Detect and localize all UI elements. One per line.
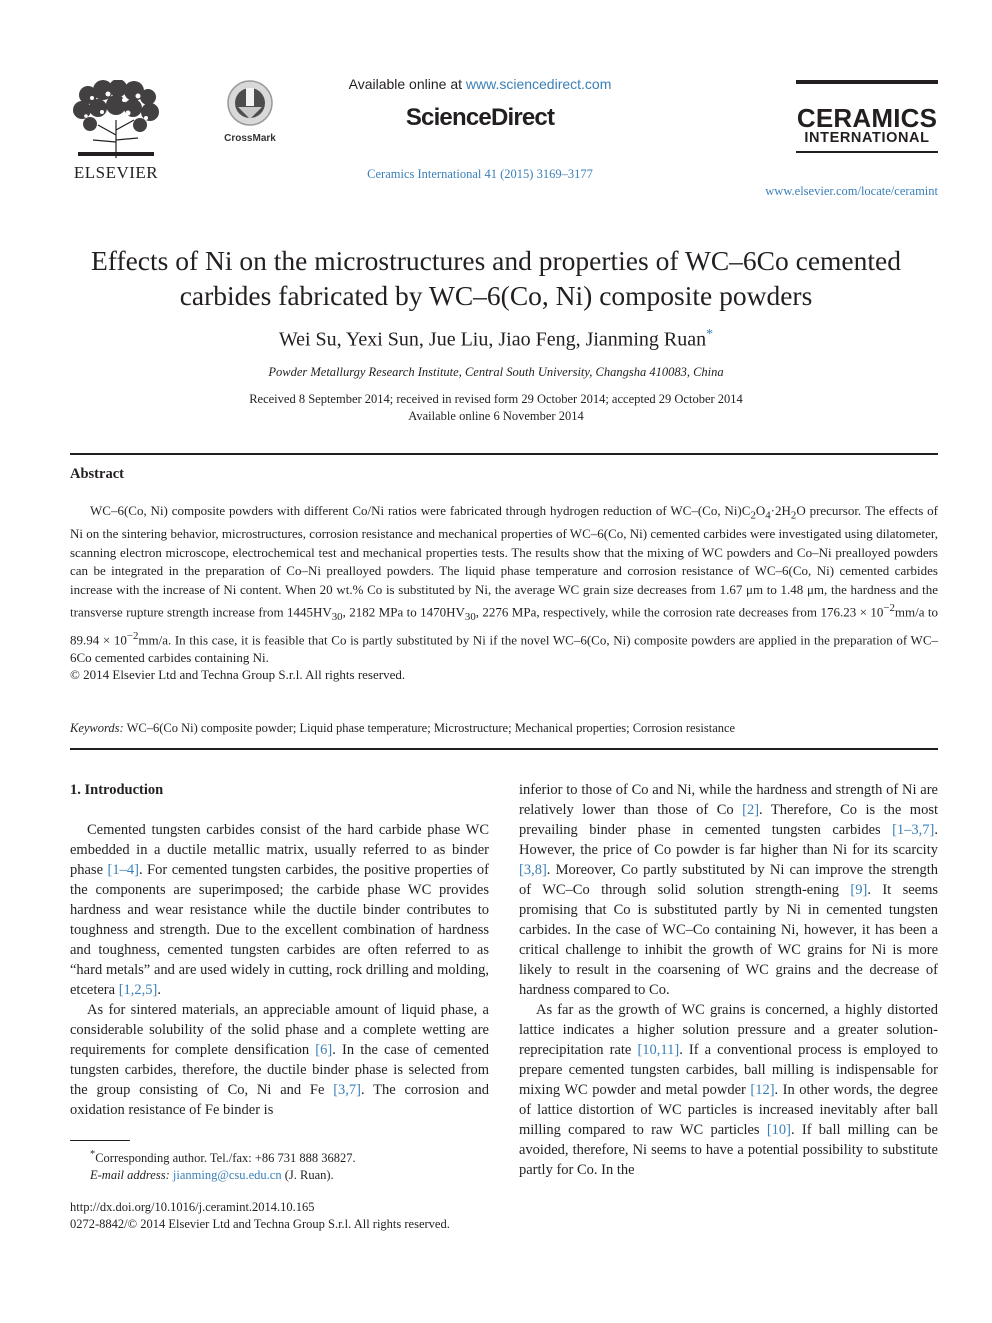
received-dates: Received 8 September 2014; received in revised form 29 October 2014; accepted 29 October 2014 [249, 392, 743, 406]
text: . In the case of cemented tungsten carbides, therefore, the ductile binder phase is selected from the group consisting of Co, Ni and Fe [70, 1042, 489, 1098]
citation-link[interactable]: [1,2,5] [118, 982, 158, 998]
article-history [60, 391, 932, 425]
abstract-heading: Abstract [70, 466, 124, 482]
citation-link[interactable]: [10] [766, 1122, 791, 1138]
superscript: −2 [126, 629, 139, 642]
issn-copyright: 0272-8842/© 2014 Elsevier Ltd and Techna Group S.r.l. All rights reserved. [70, 1217, 450, 1231]
available-online [300, 76, 660, 92]
abstract-text-dot: ·2H [770, 503, 791, 518]
text: . For cemented tungsten carbides, the positive properties of the components are superimposed; the carbide phase WC provides hardness and wear resistance while the ductile binder contributes to toughness and strength. Due to the excellent combination of hardness and toughness, cemented tungsten carbides are often referred to as “hard metals” and are used widely in cutting, rock drilling and molding, etcetera [70, 862, 489, 998]
text: inferior to those of Co and Ni, while the hardness and strength of Ni are relatively lower than those of Co [519, 782, 938, 818]
corresponding-author-mark[interactable]: * [706, 327, 714, 342]
abstract-copyright: © 2014 Elsevier Ltd and Techna Group S.r.l. All rights reserved. [70, 667, 406, 682]
abstract-text-c: , 2182 MPa to 1470HV [342, 604, 465, 620]
crossmark-badge[interactable] [220, 80, 280, 144]
citation-link[interactable]: [6] [315, 1042, 333, 1058]
text: As for sintered materials, an appreciable amount of liquid phase, a considerable solubility of the solid phase and a complete wetting are requirements for complete densification [70, 1002, 489, 1058]
email-label: E-mail address: [90, 1168, 173, 1183]
journal-logo [796, 80, 938, 153]
paragraph [70, 1000, 489, 1120]
abstract-text-d: , 2276 MPa, respectively, while the corrosion rate decreases from 176.23 × 10 [475, 604, 884, 620]
publisher-name: ELSEVIER [73, 163, 159, 182]
journal-name-line1: CERAMICS [796, 103, 938, 133]
subscript: 30 [464, 611, 476, 624]
subscript: 30 [331, 611, 343, 624]
subscript: 4 [765, 509, 771, 522]
text: . It seems promising that Co is substituted partly by Ni in cemented tungsten carbides. In the case of WC–Co containing Ni, however, it has been a critical challenge to inhibit the growth of WC grains for Ni is more likely to result in the coarsening of WC grains and the decrease of hardness compared to Co. [519, 882, 938, 998]
keywords [70, 721, 938, 736]
citation-link[interactable]: [9] [850, 882, 868, 898]
footnote [70, 1146, 489, 1184]
abstract-text-a: WC–6(Co, Ni) composite powders with different Co/Ni ratios were fabricated through hydrogen reduction of WC–(Co, Ni)C [90, 503, 751, 518]
abstract-top-rule [70, 453, 938, 455]
abstract-text-e: mm/a to 89.94 × 10 [70, 604, 938, 647]
sciencedirect-logo: ScienceDirect [405, 104, 555, 131]
article-title [60, 243, 932, 313]
journal-logo-bar [796, 80, 938, 84]
abstract-text-o: O [755, 503, 766, 518]
text: . The corrosion and oxidation resistance of Fe binder is [70, 1082, 489, 1118]
keywords-text: WC–6(Co Ni) composite powder; Liquid phase temperature; Microstructure; Mechanical properties; Corrosion resistance [123, 721, 736, 735]
subscript: 2 [750, 509, 756, 522]
text: . If ball milling can be avoided, therefore, Ni seems to have a potential possibility to substitute partly for Co. In the [519, 1122, 938, 1178]
title-line-2: carbides fabricated by WC–6(Co, Ni) composite powders [179, 280, 813, 311]
text: . [157, 982, 161, 998]
paragraph [70, 820, 489, 1000]
journal-name-line2: INTERNATIONAL [804, 130, 930, 146]
footnote-rule [70, 1140, 130, 1141]
title-line-1: Effects of Ni on the microstructures and properties of WC–6Co cemented [90, 245, 901, 276]
citation-link[interactable]: [12] [750, 1082, 775, 1098]
crossmark-icon [226, 80, 274, 126]
page-footer [70, 1199, 570, 1233]
citation-link[interactable]: [1–4] [107, 862, 139, 878]
paragraph [519, 1000, 938, 1180]
text: . However, the price of Co powder is far higher than Ni for its scarcity [519, 822, 938, 858]
email-link[interactable]: jianming@csu.edu.cn [172, 1168, 282, 1183]
citation-link[interactable]: [1–3,7] [892, 822, 935, 838]
section-heading-introduction: 1. Introduction [70, 782, 164, 798]
citation-link[interactable]: [3,8] [519, 862, 547, 878]
crossmark-label: CrossMark [224, 133, 276, 144]
text: . Therefore, Co is the most prevailing binder phase in cemented tungsten carbides [519, 802, 938, 838]
abstract-body [70, 502, 938, 668]
text: . In other words, the degree of lattice distortion of WC particles is increased inevitably after ball milling compared to raw WC particles [519, 1082, 938, 1138]
left-column [70, 780, 489, 1120]
keywords-bottom-rule [70, 748, 938, 750]
keywords-label: Keywords: [70, 721, 124, 735]
right-column [519, 780, 938, 1180]
citation-link[interactable]: [2] [742, 802, 760, 818]
journal-citation[interactable]: Ceramics International 41 (2015) 3169–3177 [367, 167, 593, 181]
affiliation: Powder Metallurgy Research Institute, Central South University, Changsha 410083, China [268, 365, 724, 379]
email-note [70, 1167, 489, 1184]
abstract-text-f: mm/a. In this case, it is feasible that Co is partly substituted by Ni if the novel WC–6(Co, Ni) composite powders are applied in the preparation of WC–6Co cemented carbides containing Ni. [70, 631, 938, 666]
sciencedirect-link[interactable]: www.sciencedirect.com [465, 76, 612, 92]
text: Cemented tungsten carbides consist of the hard carbide phase WC embedded in a ductile metallic matrix, usually referred to as binder phase [70, 822, 489, 878]
corresponding-author-note [70, 1146, 489, 1167]
citation-link[interactable]: [3,7] [333, 1082, 362, 1098]
text: Corresponding author. Tel./fax: +86 731 888 36827. [95, 1151, 356, 1166]
elsevier-tree-logo [68, 80, 164, 160]
text: . If a conventional process is employed to prepare cemented tungsten carbides, ball milling is indispensable for mixing WC powder and metal powder [519, 1042, 938, 1098]
superscript: −2 [883, 602, 895, 615]
available-online-date: Available online 6 November 2014 [408, 409, 584, 423]
abstract-text-b: O precursor. The effects of Ni on the sintering behavior, microstructures, corrosion resistance and mechanical properties of WC–6(Co, Ni) cemented carbides were investigated using dilatometer, scanning electron microscope, electrochemical test and mechanical properties tests. The results show that the mixing of WC powders and Co–Ni prealloyed powders can be integrated in the preparation of Co–Ni prealloyed powders. The liquid phase temperature and corrosion resistance of WC–6(Co, Ni) cemented carbides increase with the increase of Ni content. When 20 wt.% Co is substituted by Ni, the average WC grain size decreases from 1.67 μm to 1.48 μm, the hardness and the transverse rupture strength increase from 1445HV [70, 503, 938, 620]
text: As far as the growth of WC grains is concerned, a highly distorted lattice indicates a higher solution pressure and a greater solution-reprecipitation rate [519, 1002, 938, 1058]
text: . Moreover, Co partly substituted by Ni can improve the strength of WC–Co through solid solution strength-ening [519, 862, 938, 898]
journal-homepage-link[interactable]: www.elsevier.com/locate/ceramint [765, 184, 938, 198]
doi-link[interactable]: http://dx.doi.org/10.1016/j.ceramint.2014.10.165 [70, 1200, 315, 1214]
available-prefix: Available online at [348, 76, 466, 92]
author-list [60, 327, 932, 352]
text: (J. Ruan). [281, 1168, 334, 1183]
paragraph [519, 780, 938, 1000]
authors-text: Wei Su, Yexi Sun, Jue Liu, Jiao Feng, Jianming Ruan [278, 328, 707, 351]
subscript: 2 [790, 509, 797, 522]
citation-link[interactable]: [10,11] [637, 1042, 680, 1058]
journal-logo-underline [796, 151, 938, 153]
footnote-mark: * [90, 1149, 96, 1160]
